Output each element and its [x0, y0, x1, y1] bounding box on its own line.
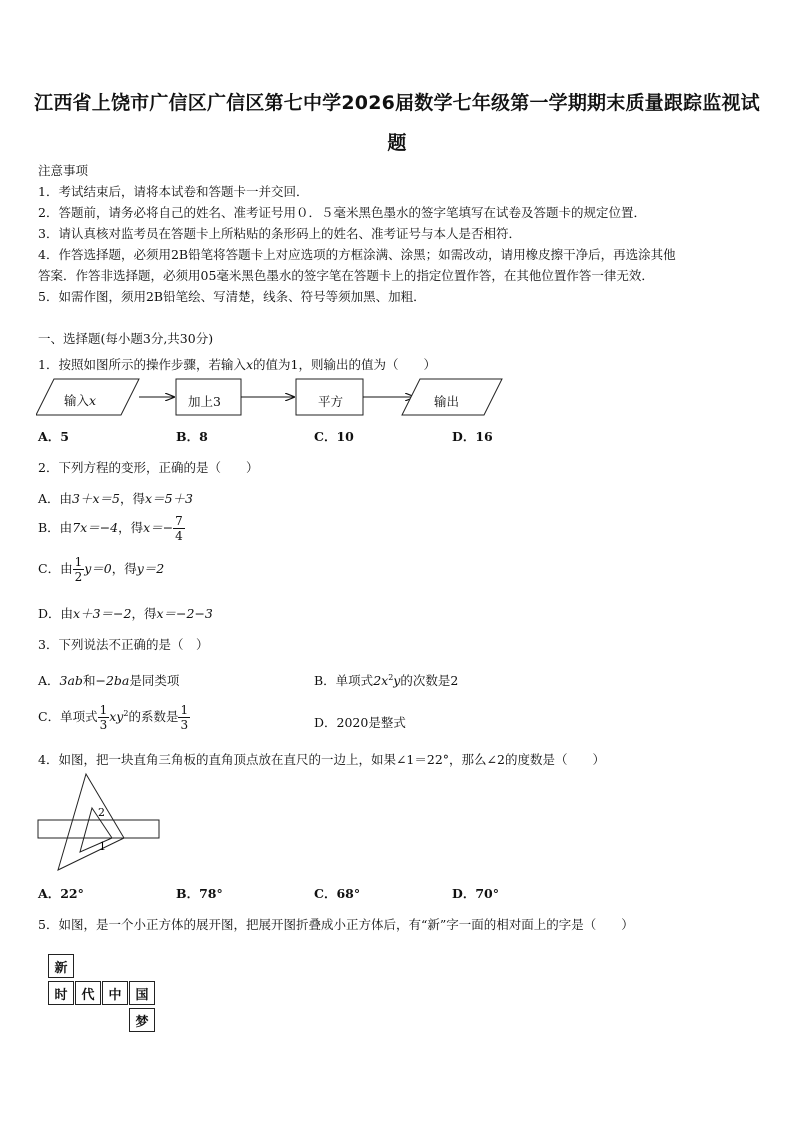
cube-net-cell: 时 [48, 981, 74, 1005]
notice-item: 1．考试结束后，请将本试卷和答题卡一并交回． [38, 184, 309, 199]
fraction: $\frac{1}{3}$ [180, 703, 189, 732]
flow-step-square: 平方 [318, 394, 344, 409]
notice-item: 4．作答选择题，必须用2B铅笔将答题卡上对应选项的方框涂满、涂黑；如需改动，请用橡皮擦干净后，再选涂其他 [38, 247, 676, 262]
fraction: $\frac{1}{2}$ [74, 555, 83, 584]
question-4-stem: 4．如图，把一块直角三角板的直角顶点放在直尺的一边上，如果∠1＝22°，那么∠2的度数是（ ） [38, 752, 605, 767]
q3-option-d: D．2020是整式 [314, 715, 406, 730]
flow-input-label: 输入x [64, 393, 97, 408]
q3-option-b: B．单项式$2x^2y$的次数是2 [314, 672, 459, 688]
cube-net-cell: 中 [102, 981, 128, 1005]
fraction: $\frac{7}{4}$ [175, 514, 183, 543]
q3-option-a: A．3ab和−2ba是同类项 [38, 673, 180, 688]
q4-option-b: B．78° [176, 886, 223, 901]
right-triangle-outer [58, 774, 124, 870]
notice-item: 3．请认真核对监考员在答题卡上所粘贴的条形码上的姓名、准考证号与本人是否相符． [38, 226, 521, 241]
angle-2-label: 2 [98, 806, 105, 819]
ruler [38, 820, 159, 838]
q2-option-d: D．由x＋3＝−2，得x＝−2−3 [38, 606, 213, 621]
q1-option-d: D．16 [452, 429, 493, 444]
flow-output-label: 输出 [434, 394, 460, 409]
notice-item: 2．答题前，请务必将自己的姓名、准考证号用０．５毫米黑色墨水的签字笔填写在试卷及答题卡的规定位置． [38, 205, 646, 220]
flow-step-add-3: 加上3 [188, 394, 221, 409]
question-1-stem: 1．按照如图所示的操作步骤，若输入x的值为1，则输出的值为（ ） [38, 357, 436, 372]
angle-1-label: 1 [99, 840, 106, 853]
cube-net-cell: 梦 [129, 1008, 155, 1032]
exam-title-continued: 题 [387, 132, 407, 154]
q3-option-c: C．单项式 $\frac{1}{3}$ $xy^2$的系数是 $\frac{1}{3}$ [38, 703, 189, 732]
section-heading: 一、选择题(每小题3分,共30分) [38, 331, 214, 346]
q2-option-c: C．由 $\frac{1}{2}$ y＝0，得y＝2 [38, 555, 165, 584]
notice-item: 5．如需作图，须用2B铅笔绘、写清楚，线条、符号等须加黑、加粗． [38, 289, 426, 304]
cube-net-cell: 国 [129, 981, 155, 1005]
q4-option-d: D．70° [452, 886, 499, 901]
cube-net-cell: 新 [48, 954, 74, 978]
q2-option-b: B．由7x＝−4，得x＝− $\frac{7}{4}$ [38, 514, 183, 543]
fraction: $\frac{1}{3}$ [99, 703, 108, 732]
question-3-stem: 3．下列说法不正确的是（ ） [38, 637, 209, 652]
question-5-stem: 5．如图，是一个小正方体的展开图，把展开图折叠成小正方体后，有“新”字一面的相对面上的字是（ ） [38, 917, 634, 932]
cube-net-cell: 代 [75, 981, 101, 1005]
exam-title: 江西省上饶市广信区广信区第七中学2026届数学七年级第一学期期末质量跟踪监视试 [34, 92, 760, 114]
question-2-stem: 2．下列方程的变形，正确的是（ ） [38, 460, 259, 475]
q2-option-a: A．由3＋x＝5，得x＝5＋3 [38, 491, 193, 506]
notice-heading: 注意事项 [38, 163, 89, 178]
triangle-ruler-figure [36, 772, 166, 874]
notice-item: 答案．作答非选择题，必须用05毫米黑色墨水的签字笔在答题卡上的指定位置作答，在其他位置作答一律无效． [38, 268, 654, 283]
q1-option-a: A．5 [38, 429, 69, 444]
q4-option-c: C．68° [314, 886, 361, 901]
q4-option-a: A．22° [38, 886, 84, 901]
q1-option-c: C．10 [314, 429, 354, 444]
q1-option-b: B．8 [176, 429, 208, 444]
right-triangle-inner [80, 808, 112, 852]
